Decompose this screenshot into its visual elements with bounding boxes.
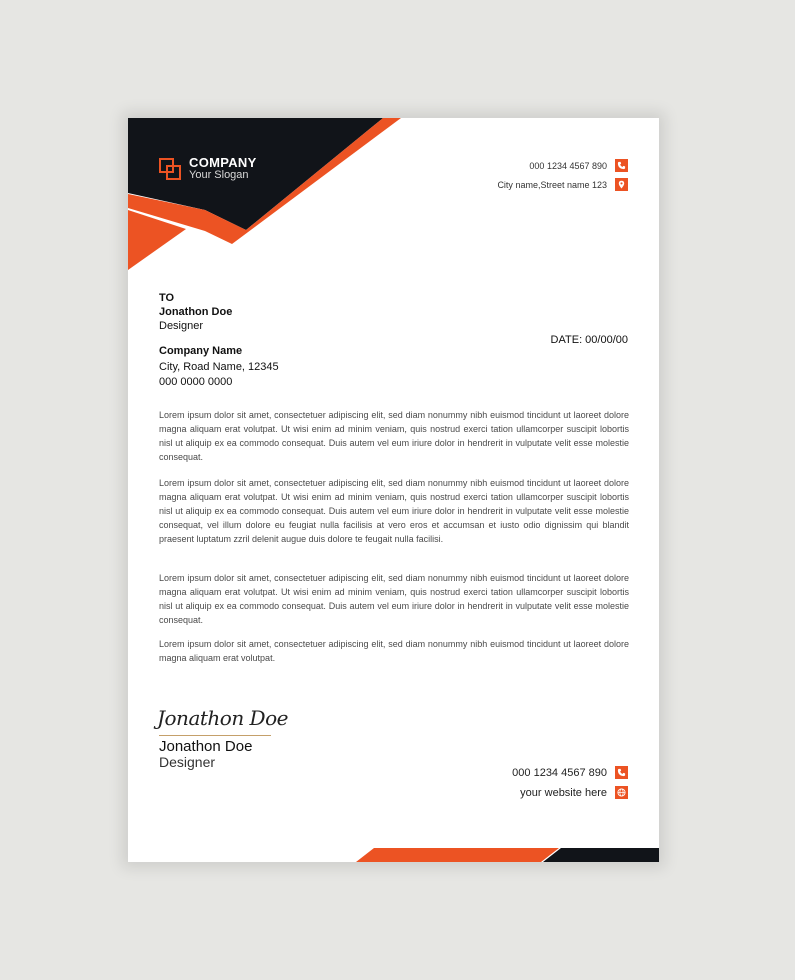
signer-title: Designer bbox=[159, 754, 216, 770]
recipient-phone: 000 0000 0000 bbox=[159, 376, 233, 388]
body-paragraph: Lorem ipsum dolor sit amet, consectetuer adipiscing elit, sed diam nonummy nibh euismod tincidunt ut laoreet dolore magna aliquam erat volutpat. Ut wisi enim ad minim veniam, quis nostrud exerci tation ullamcorper suscipit lobortis nisl ut aliquip ex ea commodo consequat. Duis autem vel eum iriure dolor in hendrerit in vulputate velit esse molestie consequat. bbox=[159, 410, 629, 462]
footer-website-text: your website here bbox=[520, 786, 607, 799]
phone-icon bbox=[615, 766, 628, 779]
footer-phone bbox=[512, 766, 628, 779]
recipient-company-block bbox=[159, 345, 279, 389]
signature-script: Jonathon Doe bbox=[157, 706, 288, 730]
header-phone-text: 000 1234 4567 890 bbox=[529, 160, 607, 171]
body-paragraph: Lorem ipsum dolor sit amet, consectetuer adipiscing elit, sed diam nonummy nibh euismod tincidunt ut laoreet dolore magna aliquam erat volutpat. Ut wisi enim ad minim veniam, quis nostrud exerci tation ullamcorper suscipit lobortis nisl ut aliquip ex ea commodo consequat. Duis autem vel eum iriure dolor in hendrerit in vulputate velit esse molestie consequat, vel illum dolore eu feugiat nulla facilisis at vero eros et accumsan et iusto odio dignissim qui blandit praesent luptatum zzril delenit augue duis dolore te feugait nulla facilisi. bbox=[159, 478, 629, 544]
company-name: COMPANY bbox=[189, 155, 257, 170]
header-address-text: City name,Street name 123 bbox=[497, 179, 607, 190]
header-decoration bbox=[128, 118, 659, 278]
logo-squares-icon bbox=[159, 158, 181, 180]
footer-phone-text: 000 1234 4567 890 bbox=[512, 766, 607, 779]
phone-icon bbox=[615, 159, 628, 172]
recipient-address: City, Road Name, 12345 bbox=[159, 361, 279, 373]
body-paragraph: Lorem ipsum dolor sit amet, consectetuer adipiscing elit, sed diam nonummy nibh euismod tincidunt ut laoreet dolore magna aliquam erat volutpat. Ut wisi enim ad minim veniam, quis nostrud exerci tation ullamcorper suscipit lobortis nisl ut aliquip ex ea commodo consequat. Duis autem vel eum iriure dolor in hendrerit in vulputate velit esse molestie consequat. bbox=[159, 573, 629, 625]
header-phone bbox=[529, 159, 628, 172]
footer-decoration bbox=[128, 848, 659, 862]
recipient-block bbox=[159, 292, 232, 333]
body-paragraph: Lorem ipsum dolor sit amet, consectetuer adipiscing elit, sed diam nonummy nibh euismod tincidunt ut laoreet dolore magna aliquam erat volutpat. bbox=[159, 639, 629, 663]
footer-website bbox=[520, 786, 628, 799]
letter-date: DATE: 00/00/00 bbox=[550, 334, 628, 346]
recipient-company: Company Name bbox=[159, 345, 243, 357]
location-pin-icon bbox=[615, 178, 628, 191]
signer-name: Jonathon Doe bbox=[159, 738, 253, 755]
recipient-title: Designer bbox=[159, 320, 204, 332]
signature-line bbox=[159, 735, 271, 736]
letterhead-page bbox=[128, 118, 659, 862]
header-address bbox=[497, 178, 628, 191]
company-slogan: Your Slogan bbox=[189, 169, 249, 181]
company-logo bbox=[159, 157, 257, 181]
recipient-name: Jonathon Doe bbox=[159, 306, 233, 318]
to-label: TO bbox=[159, 292, 175, 304]
globe-icon bbox=[615, 786, 628, 799]
